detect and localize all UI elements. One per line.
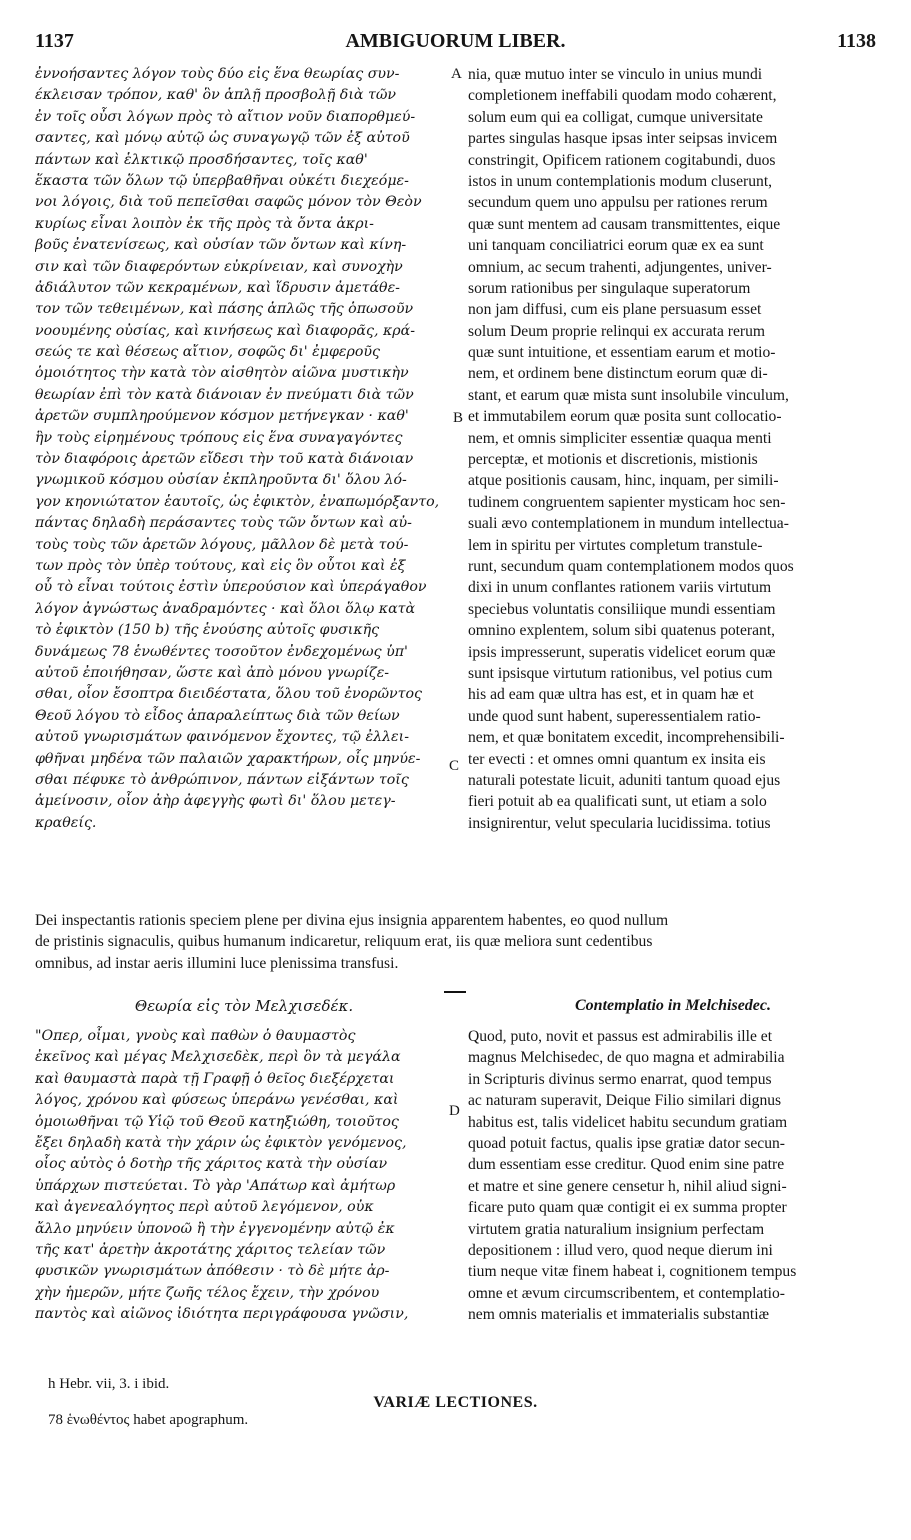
latin-text-line: partes singulas hasque ipsas inter seipsas invicem <box>468 130 778 148</box>
latin-text-line: nem, et ordinem bene distinctum eorum quæ di- <box>468 365 768 383</box>
latin-text-line: depositionem : illud vero, quod neque dierum ini <box>468 1241 773 1259</box>
footnote-references: h Hebr. vii, 3. i ibid. <box>48 1376 170 1392</box>
latin-text-line: ter evecti : et omnes omni quantum ex insita eis <box>468 750 766 768</box>
greek-text-line: τῆς κατ' ἀρετὴν ἀκροτάτης χάριτος τελείαν τῶν <box>35 1241 386 1258</box>
greek-text-line: ὁμοιωθῆναι τῷ Υἱῷ τοῦ Θεοῦ κατηξιώθη, τοιοῦτος <box>35 1113 399 1130</box>
greek-text-line: τὸν διαφόροις ἀρετῶν εἴδεσι τὴν τοῦ κατὰ διάνοιαν <box>35 451 414 468</box>
latin-text-line: dixi in unum conflantes rationem variis virtutum <box>468 579 772 597</box>
latin-text-line: ipsis impresserunt, superatis videlicet eorum quæ <box>468 643 776 661</box>
latin-text-line: sunt ipsisque virtutum rationibus, vel potius cum <box>468 664 773 682</box>
greek-text-line: ἣν τοὺς εἰρημένους τρόπους εἰς ἕνα συναγαγόντες <box>35 429 403 446</box>
greek-text-line: σθαι, οἷον ἔσοπτρα διειδέστατα, ὅλου τοῦ ἐνορῶντος <box>35 686 422 703</box>
latin-text-line: et immutabilem eorum quæ posita sunt collocatio- <box>468 408 782 426</box>
greek-text-line: θεωρίαν ἐπὶ τὸν κατὰ διάνοιαν ἐν πνεύματι διὰ τῶν <box>35 386 414 403</box>
latin-text-line: magnus Melchisedec, de quo magna et admirabilia <box>468 1049 785 1067</box>
latin-text-line: tudinem congruentem sapienter mysticam hoc sen- <box>468 493 786 511</box>
latin-text-line: omne et ævum circumscribentem, et contemplatio- <box>468 1284 785 1302</box>
latin-text-line: in Scripturis divinus sermo enarrat, quod tempus <box>468 1070 772 1088</box>
greek-text-line: λόγον ἀγνώστως ἀναδραμόντες · καὶ ὅλοι ὅλῳ κατὰ <box>35 600 416 617</box>
latin-text-line: his ad eam quæ ultra has est, et in quam hæ et <box>468 686 754 704</box>
latin-text-line: quæ sunt mentem ad causam transmittentes, eique <box>468 215 781 233</box>
latin-column-lower <box>468 1026 878 1325</box>
latin-text-line: ac naturam superavit, Deique Filio similari dignus <box>468 1092 782 1110</box>
greek-text-line: ἀμείνοσιν, οἷον ἀὴρ ἀφεγγὴς φωτὶ δι' ὅλου μετεγ- <box>35 793 396 810</box>
latin-text-line: habitus est, talis videlicet habitu secundum gratiam <box>468 1113 788 1131</box>
margin-marker-c: C <box>449 758 460 774</box>
latin-text-line: naturali potestate licuit, aduniti tantum quoad ejus <box>468 771 781 789</box>
greek-text-line: πάντας δηλαδὴ περάσαντες τοὺς τῶν ὄντων καὶ αὐ- <box>35 515 412 532</box>
greek-text-line: κυρίως εἶναι λοιπὸν ἐκ τῆς πρὸς τὰ ὄντα ἀκρι- <box>35 215 374 232</box>
greek-text-line: ἐννοήσαντες λόγον τοὺς δύο εἰς ἕνα θεωρίας συν- <box>35 66 400 82</box>
greek-column-upper <box>35 64 453 834</box>
latin-text-line: nia, quæ mutuo inter se vinculo in unius mundi <box>468 66 763 83</box>
greek-text-line: ἀρετῶν συμπληρούμενον κόσμον μετήνεγκαν · καθ' <box>35 408 409 425</box>
greek-text-line: νοουμένης οὐσίας, καὶ κινήσεως καὶ διαφορᾶς, κρά- <box>35 322 416 339</box>
latin-text-line: istos in unum contemplationis modum cluserunt, <box>468 172 773 190</box>
greek-text-line: των πρὸς τὸν ὑπὲρ τούτους, καὶ εἰς ὃν οὗτοι καὶ ἐξ <box>35 557 406 574</box>
greek-text-line: σθαι πέφυκε τὸ ἀνθρώπινον, πάντων εἰξάντων τοῖς <box>35 771 409 788</box>
greek-text-line: ἄλλο μηνύειν ὑπονοῶ ἢ τὴν ἐγγενομένην αὐτῷ ἐκ <box>35 1220 395 1237</box>
greek-text-line: ἕκαστα τῶν ὅλων τῷ ὑπερβαθῆναι οὐκέτι διεχεόμε- <box>35 172 409 189</box>
page-number-right: 1138 <box>837 30 876 52</box>
greek-text-line: καὶ θαυμαστὰ παρὰ τῇ Γραφῇ ὁ θεῖος διεξέρχεται <box>35 1070 395 1087</box>
greek-text-line: ἐκεῖνος καὶ μέγας Μελχισεδὲκ, περὶ ὃν τὰ μεγάλα <box>35 1049 401 1066</box>
latin-text-line: speciebus voluntatis consiliique mundi essentiam <box>468 600 776 618</box>
greek-text-line: σιν καὶ τῶν διαφερόντων εὐκρίνειαν, καὶ συνοχὴν <box>35 258 403 275</box>
margin-marker-d: D <box>449 1103 460 1119</box>
greek-text-line: λόγος, χρόνου καὶ φύσεως ὑπεράνω γενέσθαι, καὶ <box>35 1092 399 1109</box>
latin-text-line: non jam diffusi, cum eis plane persuasum esset <box>468 301 762 319</box>
greek-text-line: τον τῶν τεθειμένων, καὶ πάσης ἁπλῶς τῆς ὁπωσοῦν <box>35 301 414 318</box>
latin-text-line: secundum quem uno appulsu per rationes rerum <box>468 194 768 212</box>
greek-text-line: τὸ ἐφικτὸν (150 b) τῆς ἑνούσης αὐτοῖς φυσικῆς <box>35 622 380 639</box>
latin-text-line: omnium, ac secum trahenti, adjungentes, univer- <box>468 258 772 276</box>
section-separator <box>444 991 466 993</box>
latin-text-line: runt, secundum quam contemplationem modos quos <box>468 557 794 575</box>
latin-text-line: uni tanquam conciliatrici eorum quæ ex ea sunt <box>468 237 764 255</box>
greek-text-line: κραθείς. <box>35 814 97 831</box>
greek-column-lower <box>35 1026 453 1325</box>
greek-text-line: γνωμικοῦ κόσμου οὐσίαν ἐκπληροῦντα δι' ὅλου λό- <box>35 472 407 489</box>
latin-text-line: omnino explentem, solum sibi quatenus poterant, <box>468 622 776 640</box>
latin-text-line: sorum rationibus per singulaque superatorum <box>468 279 751 297</box>
latin-text-line: atque positionis causam, hinc, inquam, per simili- <box>468 472 779 490</box>
greek-text-line: παντὸς καὶ αἰῶνος ἰδιότητα περιγράφουσα γνῶσιν, <box>35 1306 409 1323</box>
greek-text-line: αὐτοῦ ἐποιήθησαν, ὥστε καὶ ἀπὸ μόνου γνωρίζε- <box>35 664 390 681</box>
greek-text-line: ἔξει δηλαδὴ κατὰ τὴν χάριν ὡς ἐφικτὸν γενόμενος, <box>35 1134 407 1151</box>
greek-section-title: Θεωρία εἰς τὸν Μελχισεδέκ. <box>134 997 354 1015</box>
latin-text-line: suali ævo contemplationem in mundum intellectua- <box>468 515 789 533</box>
latin-text-line: de pristinis signaculis, quibus humanum indicaretur, reliquum erat, iis quæ meliora sunt cedentibus <box>35 933 653 951</box>
running-title: AMBIGUORUM LIBER. <box>345 30 566 52</box>
margin-marker-a: A <box>451 66 462 82</box>
latin-text-line: quoad potuit factus, qualis ipse gratiæ dator secun- <box>468 1134 785 1152</box>
latin-section-title: Contemplatio in Melchisedec. <box>575 997 771 1014</box>
greek-text-line: ἐν τοῖς οὖσι λόγων πρὸς τὸ αἴτιον νοῦν διαπορθμεύ- <box>35 108 416 125</box>
latin-text-line: nem, et omnis simpliciter essentiæ quaqua menti <box>468 429 772 447</box>
variant-note-78: 78 ἑνωθέντος habet apographum. <box>48 1412 249 1428</box>
latin-text-line: tium neque vitæ finem habeat i, cognitionem tempus <box>468 1263 797 1281</box>
latin-text-line: virtutem gratia naturalium insignium perfectam <box>468 1220 765 1238</box>
latin-text-line: completionem ineffabili quodam modo cohærent, <box>468 87 777 105</box>
greek-text-line: χὴν ἡμερῶν, μήτε ζωῆς τέλος ἔχειν, τὴν χρόνου <box>35 1284 380 1301</box>
greek-text-line: ὁμοιότητος τὴν κατὰ τὸν αἰσθητὸν αἰῶνα μυστικὴν <box>35 365 409 382</box>
greek-text-line: έκλεισαν τρόπον, καθ' ὃν ἁπλῇ προσβολῇ διὰ τῶν <box>35 87 397 104</box>
latin-text-line: nem, et quæ bonitatem excedit, incomprehensibili- <box>468 729 785 747</box>
greek-text-line: "Οπερ, οἶμαι, γνοὺς καὶ παθὼν ὁ θαυμαστὸς <box>35 1028 356 1044</box>
latin-text-line: constringit, Opificem rationem cogitabundi, duos <box>468 151 776 169</box>
greek-text-line: νοι λόγοις, διὰ τοῦ πεπεῖσθαι σαφῶς μόνον τὸν Θεὸν <box>35 194 422 211</box>
latin-text-line: lem in spiritu per virtutes completum transtule- <box>468 536 763 554</box>
latin-text-line: dum essentiam esse creditur. Quod enim sine patre <box>468 1156 785 1174</box>
greek-text-line: φθῆναι μηδένα τῶν παλαιῶν χαρακτήρων, οἷς μηνύε- <box>35 750 421 767</box>
variae-lectiones-heading: VARIÆ LECTIONES. <box>373 1394 538 1411</box>
greek-text-line: φυσικῶν γνωρισμάτων ἀπόθεσιν · τὸ δὲ μήτε ἀρ- <box>35 1263 390 1280</box>
greek-text-line: σαντες, καὶ μόνῳ αὐτῷ ὡς συναγωγῷ τῶν ἐξ αὐτοῦ <box>35 130 410 147</box>
latin-text-line: Dei inspectantis rationis speciem plene per divina ejus insignia apparentem habentes, eo quod nullum <box>35 912 669 929</box>
latin-text-line: quæ sunt intuitione, et essentiam earum et motio- <box>468 344 776 362</box>
greek-text-line: πάντων καὶ ἑλκτικῷ προσδήσαντες, τοῖς καθ' <box>35 151 368 168</box>
greek-text-line: οἷος αὐτὸς ὁ δοτὴρ τῆς χάριτος κατὰ τὴν οὐσίαν <box>35 1156 388 1173</box>
page-number-left: 1137 <box>35 30 74 52</box>
greek-text-line: ἀδιάλυτον τῶν κεκραμένων, καὶ ἵδρυσιν ἀμετάθε- <box>35 279 400 296</box>
latin-text-line: ficare puto quam quæ contigit ei ex summa propter <box>468 1199 787 1217</box>
greek-text-line: τοὺς τοὺς τῶν ἀρετῶν λόγους, μᾶλλον δὲ μετὰ τού- <box>35 536 409 553</box>
latin-text-line: perceptæ, et motionis et discretionis, mistionis <box>468 451 758 469</box>
greek-text-line: γον κηονιώτατον ἑαυτοῖς, ὡς ἐφικτὸν, ἐναπωμόρξαντο, <box>35 493 440 510</box>
greek-text-line: βοῦς ἐνατενίσεως, καὶ οὐσίαν τῶν ὄντων καὶ κίνη- <box>35 237 407 254</box>
greek-text-line: ὑπάρχων πιστεύεται. Τὸ γὰρ 'Απάτωρ καὶ ἀμήτωρ <box>35 1177 396 1194</box>
greek-text-line: Θεοῦ λόγου τὸ εἶδος ἀπαραλείπτως διὰ τῶν θείων <box>35 707 400 724</box>
latin-text-line: fieri potuit ab ea qualificati sunt, ut etiam a solo <box>468 793 767 811</box>
margin-marker-b: B <box>453 410 464 426</box>
greek-text-line: καὶ ἀγενεαλόγητος περὶ αὐτοῦ λεγόμενον, οὐκ <box>35 1199 374 1216</box>
greek-text-line: σεώς τε καὶ θέσεως αἴτιον, σοφῶς δι' ἐμφεροῦς <box>35 344 381 361</box>
latin-text-line: nem omnis materialis et immaterialis substantiæ <box>468 1306 769 1324</box>
latin-text-line: omnibus, ad instar aeris illumini luce plenissima transfusi. <box>35 954 399 972</box>
latin-text-line: solum Deum proprie relinqui ex accurata rerum <box>468 322 766 340</box>
latin-text-line: stant, et earum quæ mista sunt insolubile vinculum, <box>468 386 789 404</box>
latin-text-line: insignirentur, velut specularia lucidissima. totius <box>468 814 771 832</box>
greek-text-line: οὗ τὸ εἶναι τούτοις ἐστὶν ὑπερούσιον καὶ ὑπεράγαθον <box>35 579 427 596</box>
latin-full-width-text <box>35 910 875 974</box>
greek-text-line: αὐτοῦ γνωρισμάτων φαινόμενον ἔχοντες, τῷ ἐλλει- <box>35 729 410 746</box>
latin-text-line: solum eum qui ea colligat, cumque universitate <box>468 108 763 126</box>
latin-column-upper <box>468 64 878 834</box>
latin-text-line: unde quod sunt habent, superessentialem ratio- <box>468 707 761 725</box>
latin-text-line: Quod, puto, novit et passus est admirabilis ille et <box>468 1028 773 1045</box>
latin-text-line: et matre et sine genere censetur h, nihil aliud signi- <box>468 1177 787 1195</box>
greek-text-line: δυνάμεως 78 ἑνωθέντες τοσοῦτον ἐνδεχομένως ὑπ' <box>35 643 408 660</box>
